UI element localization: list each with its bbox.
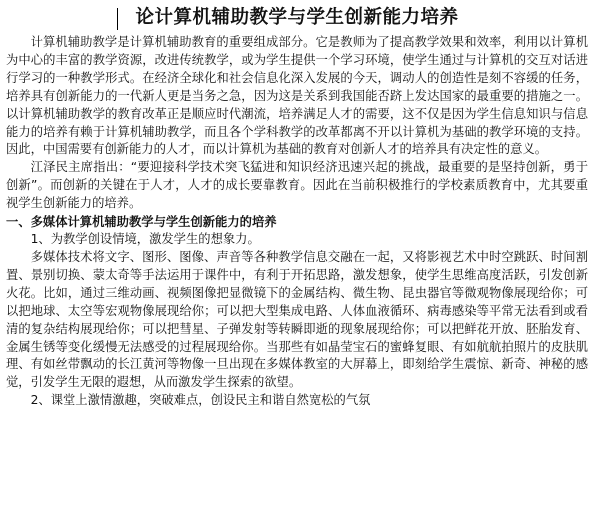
- section-heading: 一、多媒体计算机辅助教学与学生创新能力的培养: [6, 215, 277, 230]
- sub-heading-1: 1、为教学创设情境，激发学生的想象力。: [30, 232, 260, 247]
- text-cursor: [117, 8, 118, 30]
- paragraph-2: 江泽民主席指出：“要迎接科学技术突飞猛进和知识经济迅速兴起的挑战，最重要的是坚持创新，勇于创新”。而创新的关键在于人才，人才的成长要靠教育。因此在当前积极推行的学校素质教育中，尤其要重视学生创新能力的培养。: [6, 160, 588, 211]
- document-title: 论计算机辅助教学与学生创新能力培养: [135, 7, 459, 28]
- sub-heading-2: 2、课堂上激情激趣，突破难点，创设民主和谐自然宽松的气氛: [30, 393, 371, 408]
- paragraph-3: 多媒体技术将文字、图形、图像、声音等各种教学信息交融在一起，又将影视艺术中时空跳跃、时间割置、景别切换、蒙太奇等手法运用于课件中，有利于开拓思路，激发想象，使学生思维高度活跃，引发创新火花。比如，通过三维动画、视频图像把显微镜下的金属结构、微生物、昆虫器官等微观物像展现给你；可以把地球、太空等宏观物像展现给你；可以把大型集成电路、人体血液循环、病毒感染等平常无法看到或看清的复杂结构展现给你；可以把彗星、子弹发射等转瞬即逝的现象展现给你；可以把鲜花开放、胚胎发育、金属生锈等变化缓慢无法感受的过程展现给你。当那些有如晶莹宝石的蜜蜂复眼、有如航航拍照片的皮肤肌理、有如丝带飘动的长江黄河等物像一旦出现在多媒体教室的大屏幕上，即刻给学生震惊、新奇、神秘的感觉，引发学生无限的遐想，从而激发学生探索的欲望。: [6, 249, 588, 390]
- paragraph-1: 计算机辅助教学是计算机辅助教育的重要组成部分。它是教师为了提高教学效果和效率，利用以计算机为中心的丰富的教学资源，改进传统教学，或为学生提供一个学习环境，使学生通过与计算机的交互对话进行学习的一种教学形式。在经济全球化和社会信息化深入发展的今天，调动人的创造性是刻不容缓的任务，培养具有创新能力的一代新人更是当务之急，因为这是关系到我国能否跻上发达国家的最重要的措施之一。以计算机辅助教学的教育改革正是顺应时代潮流，培养满足人才的需要，这不仅是因为学生信息知识与信息能力的培养有赖于计算机辅助教学，而且各个学科教学的改革都离不开以计算机为基础的教学环境的支持。因此，中国需要有创新能力的人才，而以计算机为基础的教育对创新人才的培养具有决定性的意义。: [6, 35, 588, 157]
